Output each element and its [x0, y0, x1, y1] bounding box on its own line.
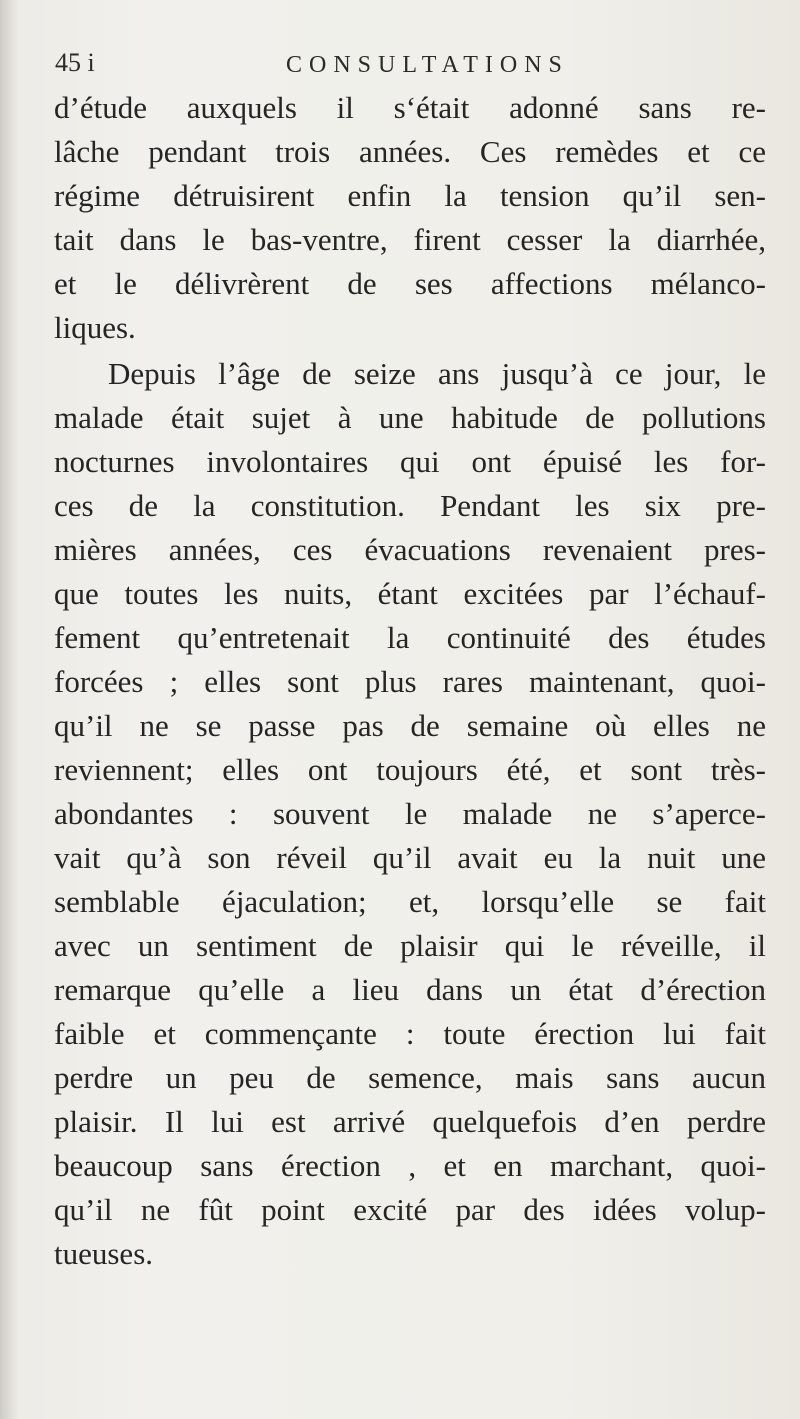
text-line: beaucoup sans érection , et en marchant, quoi-: [54, 1148, 766, 1183]
text-line: que toutes les nuits, étant excitées par l’échauf-: [54, 576, 766, 611]
text-line: régime détruisirent enfin la tension qu’il sen-: [54, 178, 766, 213]
running-head: CONSULTATIONS: [286, 52, 569, 78]
text-line: semblable éjaculation; et, lorsqu’elle se fait: [54, 884, 766, 919]
text-line: malade était sujet à une habitude de pollutions: [54, 400, 766, 435]
paragraph-1: [54, 86, 766, 350]
text-line: fement qu’entretenait la continuité des études: [54, 620, 766, 655]
text-line: perdre un peu de semence, mais sans aucun: [54, 1060, 766, 1095]
text-line: ces de la constitution. Pendant les six pre-: [54, 488, 766, 523]
text-line: avec un sentiment de plaisir qui le réveille, il: [54, 928, 766, 963]
paragraph-2: [54, 352, 766, 1276]
text-line: plaisir. Il lui est arrivé quelquefois d’en perdre: [54, 1104, 766, 1139]
text-line: tueuses.: [54, 1236, 154, 1271]
text-line: qu’il ne se passe pas de semaine où elles ne: [54, 708, 766, 743]
text-line: d’étude auxquels il s‘était adonné sans re-: [54, 90, 766, 125]
text-line: forcées ; elles sont plus rares maintenant, quoi-: [54, 664, 766, 699]
text-line: nocturnes involontaires qui ont épuisé les for-: [54, 444, 766, 479]
text-line: abondantes : souvent le malade ne s’aperce-: [54, 796, 766, 831]
text-line: liques.: [54, 310, 136, 345]
text-line: faible et commençante : toute érection lui fait: [54, 1016, 766, 1051]
text-line: remarque qu’elle a lieu dans un état d’érection: [54, 972, 766, 1007]
text-line: tait dans le bas-ventre, firent cesser la diarrhée,: [54, 222, 766, 257]
binding-shadow: [0, 0, 18, 1419]
text-line: et le délivrèrent de ses affections mélanco-: [54, 266, 766, 301]
text-line: lâche pendant trois années. Ces remèdes et ce: [54, 134, 766, 169]
text-line: vait qu’à son réveil qu’il avait eu la nuit une: [54, 840, 766, 875]
text-line: qu’il ne fût point excité par des idées volup-: [54, 1192, 766, 1227]
text-line: mières années, ces évacuations revenaient pres-: [54, 532, 766, 567]
text-line: Depuis l’âge de seize ans jusqu’à ce jour, le: [108, 356, 766, 391]
page-number: 45 i: [55, 48, 95, 77]
body-text: [54, 86, 766, 1276]
text-line: reviennent; elles ont toujours été, et sont très-: [54, 752, 766, 787]
